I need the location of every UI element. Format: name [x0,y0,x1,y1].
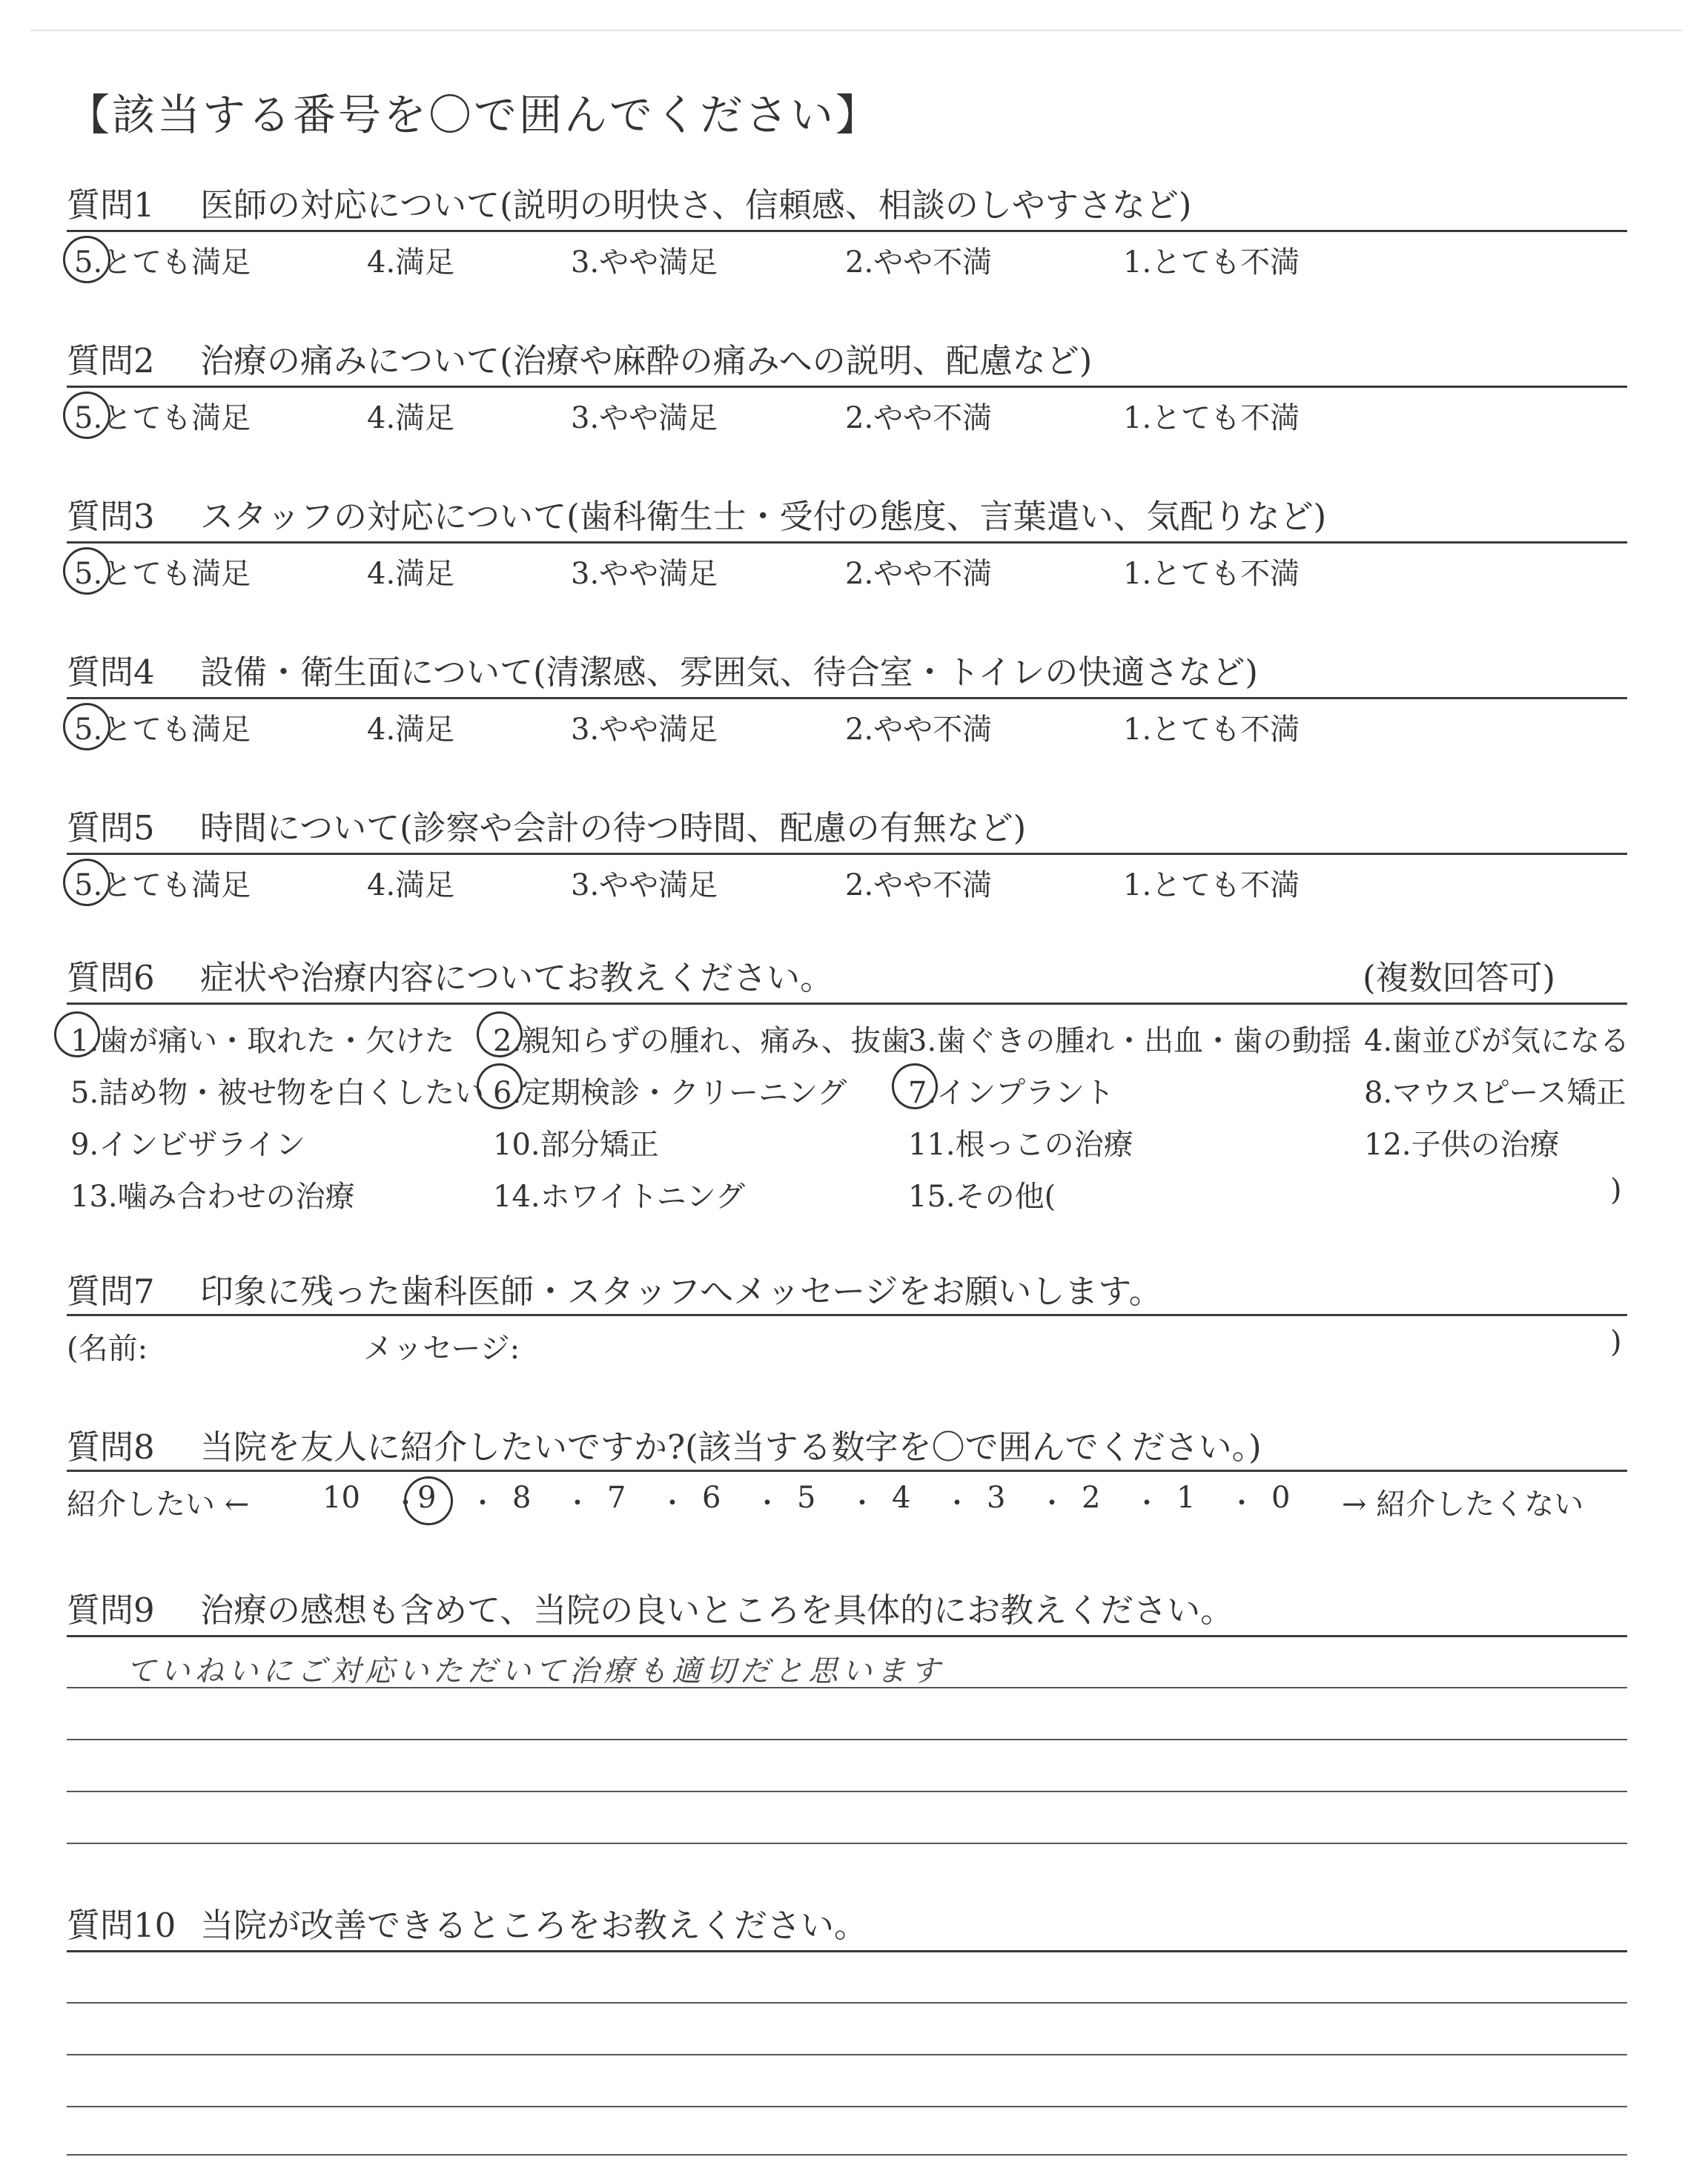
q2-title [67,334,1092,382]
q8-scale-1[interactable]: 1 [1176,1481,1196,1515]
q4-title [67,645,1258,693]
q6-number: 質問6 [67,958,155,997]
q6-option-9[interactable]: 9.インビザライン [70,1128,305,1162]
q10-answer-line-2 [67,2054,1627,2055]
q2-option-5[interactable]: 5.とても満足 [74,401,251,435]
q8-number: 質問8 [67,1427,155,1467]
q5-option-4[interactable]: 4.満足 [367,868,455,902]
q8-scale-separator: ・ [659,1488,686,1519]
q10-text: 当院が改善できるところをお教えください。 [200,1906,868,1945]
q5-option-5[interactable]: 5.とても満足 [74,868,251,902]
q2-option-3[interactable]: 3.やや満足 [571,401,718,435]
q8-right-label: → 紹介したくない [1342,1487,1584,1522]
q6-option-14[interactable]: 14.ホワイトニング [493,1180,746,1214]
q6-option-2[interactable]: 2.親知らずの腫れ、痛み、抜歯 [493,1024,910,1058]
q2-text: 治療の痛みについて(治療や麻酔の痛みへの説明、配慮など) [200,341,1093,380]
q4-text: 設備・衛生面について(清潔感、雰囲気、待合室・トイレの快適さなど) [200,653,1258,692]
q8-scale-3[interactable]: 3 [987,1481,1006,1515]
q9-handwritten-answer: ていねいにご対応いただいて治療も適切だと思います [126,1654,944,1688]
q3-option-2[interactable]: 2.やや不満 [845,557,993,591]
q7-text: 印象に残った歯科医師・スタッフへメッセージをお願いします。 [200,1272,1162,1311]
q7-number: 質問7 [67,1272,155,1311]
q3-number: 質問3 [67,497,155,536]
q3-text: スタッフの対応について(歯科衛生士・受付の態度、言葉遣い、気配りなど) [200,497,1327,536]
q4-rule [67,697,1627,699]
q8-scale-5[interactable]: 5 [797,1481,816,1515]
q8-scale-6[interactable]: 6 [702,1481,721,1515]
q9-rule [67,1635,1627,1637]
q10-number: 質問10 [67,1906,176,1945]
q8-text: 当院を友人に紹介したいですか?(該当する数字を〇で囲んでください。) [200,1427,1262,1467]
q5-option-3[interactable]: 3.やや満足 [571,868,718,902]
q6-option-11[interactable]: 11.根っこの治療 [908,1128,1133,1162]
top-border [30,30,1683,31]
q2-option-1[interactable]: 1.とても不満 [1123,401,1300,435]
q3-option-5[interactable]: 5.とても満足 [74,557,251,591]
q3-option-4[interactable]: 4.満足 [367,557,455,591]
q8-scale-9[interactable]: 9 [417,1481,437,1515]
q4-option-4[interactable]: 4.満足 [367,713,455,747]
q7-name-label: (名前: [67,1332,148,1366]
q9-answer-line-3 [67,1791,1627,1792]
q8-rule [67,1470,1627,1472]
q8-scale-8[interactable]: 8 [512,1481,532,1515]
q5-rule [67,853,1627,855]
q6-note: (複数回答可) [1363,958,1556,997]
q10-answer-line-1 [67,2002,1627,2004]
q7-title [67,1264,1162,1312]
q10-answer-line-4 [67,2154,1627,2156]
q8-scale-separator: ・ [469,1488,497,1519]
q2-number: 質問2 [67,341,155,380]
q1-text: 医師の対応について(説明の明快さ、信頼感、相談のしやすさなど) [200,185,1192,225]
q6-option-15[interactable]: 15.その他( [908,1180,1056,1214]
q8-scale-separator: ・ [1133,1488,1161,1519]
q8-scale-separator: ・ [849,1488,876,1519]
q4-option-5[interactable]: 5.とても満足 [74,713,251,747]
q7-close-paren: ) [1610,1325,1622,1359]
q3-title [67,489,1326,538]
q5-title [67,801,1026,849]
q6-text: 症状や治療内容についてお教えください。 [200,958,834,997]
q10-answer-line-3 [67,2106,1627,2107]
q1-number: 質問1 [67,185,155,225]
q1-title [67,178,1191,226]
q4-option-3[interactable]: 3.やや満足 [571,713,718,747]
q5-option-2[interactable]: 2.やや不満 [845,868,993,902]
q6-option-3[interactable]: 3.歯ぐきの腫れ・出血・歯の動揺 [908,1024,1352,1058]
q8-scale-separator: ・ [564,1488,592,1519]
q9-answer-line-2 [67,1739,1627,1740]
q9-answer-line-1 [67,1687,1627,1688]
q10-title [67,1898,867,1946]
q1-option-3[interactable]: 3.やや満足 [571,245,718,280]
q6-option-5[interactable]: 5.詰め物・被せ物を白くしたい [70,1076,485,1110]
q3-rule [67,541,1627,544]
q1-option-5[interactable]: 5.とても満足 [74,245,251,280]
q9-title [67,1583,1234,1631]
q9-text: 治療の感想も含めて、当院の良いところを具体的にお教えください。 [200,1591,1234,1630]
q8-scale-separator: ・ [754,1488,781,1519]
q8-scale-separator: ・ [1228,1488,1256,1519]
q8-scale-separator: ・ [1039,1488,1066,1519]
q2-rule [67,386,1627,388]
q1-option-4[interactable]: 4.満足 [367,245,455,280]
q4-option-1[interactable]: 1.とても不満 [1123,713,1300,747]
q4-number: 質問4 [67,653,155,692]
q8-selection-circle [401,1473,457,1529]
q9-answer-line-4 [67,1843,1627,1844]
q5-option-1[interactable]: 1.とても不満 [1123,868,1300,902]
q6-other-close-paren: ) [1610,1173,1622,1207]
q2-option-2[interactable]: 2.やや不満 [845,401,993,435]
q6-option-12[interactable]: 12.子供の治療 [1364,1128,1560,1162]
q6-rule [67,1003,1627,1005]
q8-scale-separator: ・ [944,1488,971,1519]
q8-scale-2[interactable]: 2 [1082,1481,1101,1515]
q6-title [67,951,833,999]
q8-scale-separator: ・ [392,1488,420,1519]
q6-option-10[interactable]: 10.部分矯正 [493,1128,659,1162]
q1-option-1[interactable]: 1.とても不満 [1123,245,1300,280]
q6-option-13[interactable]: 13.噛み合わせの治療 [70,1180,355,1214]
q1-option-2[interactable]: 2.やや不満 [845,245,993,280]
q6-option-1[interactable]: 1.歯が痛い・取れた・欠けた [70,1024,455,1058]
form-heading: 【該当する番号を〇で囲んでください】 [67,90,881,140]
q5-text: 時間について(診察や会計の待つ時間、配慮の有無など) [200,808,1027,848]
q5-number: 質問5 [67,808,155,848]
q8-scale-4[interactable]: 4 [892,1481,911,1515]
q8-title [67,1420,1262,1468]
q1-rule [67,230,1627,232]
q6-option-6[interactable]: 6.定期検診・クリーニング [493,1076,847,1110]
q6-option-4[interactable]: 4.歯並びが気になる [1364,1024,1630,1058]
q6-option-8[interactable]: 8.マウスピース矯正 [1364,1076,1626,1110]
q7-rule [67,1314,1627,1316]
q8-left-label: 紹介したい ← [67,1487,250,1522]
q9-number: 質問9 [67,1591,155,1630]
q4-option-2[interactable]: 2.やや不満 [845,713,993,747]
q3-option-1[interactable]: 1.とても不満 [1123,557,1300,591]
q10-rule [67,1950,1627,1952]
q2-option-4[interactable]: 4.満足 [367,401,455,435]
q8-scale-0[interactable]: 0 [1271,1481,1291,1515]
q7-message-label: メッセージ: [363,1332,520,1366]
q6-option-7[interactable]: 7.インプラント [908,1076,1115,1110]
q8-scale-10[interactable]: 10 [322,1481,360,1515]
q8-scale-7[interactable]: 7 [607,1481,626,1515]
q3-option-3[interactable]: 3.やや満足 [571,557,718,591]
